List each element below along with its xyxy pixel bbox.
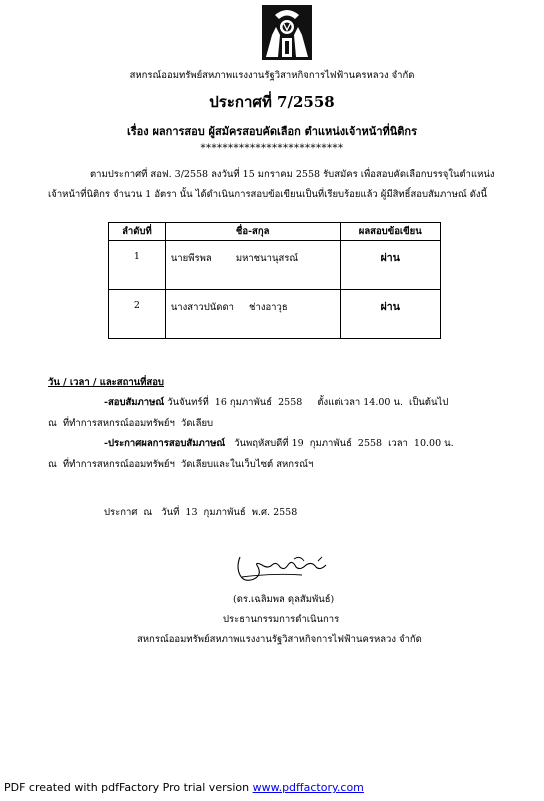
signer-name: (ดร.เฉลิมพล ดุลสัมพันธ์) xyxy=(233,594,335,605)
org-name-header: สหกรณ์ออมทรัพย์สหภาพแรงงานรัฐวิสาหกิจการไฟฟ้านครหลวง จำกัด xyxy=(129,70,415,81)
announce-result-place: ณ ที่ทำการสหกรณ์ออมทรัพย์ฯ วัดเลียบและในเว็บไซต์ สหกรณ์ฯ xyxy=(48,459,314,470)
header-order: ลำดับที่ xyxy=(109,223,166,241)
footer-link[interactable]: www.pdffactory.com xyxy=(252,781,364,794)
pdf-footer xyxy=(4,781,364,794)
intro-line-2: เจ้าหน้าที่นิติกร จำนวน 1 อัตรา นั้น ได้ดำเนินการสอบข้อเขียนเป็นที่เรียบร้อยแล้ว ผู้มีสิทธิ์สอบสัมภาษณ์ ดังนี้ xyxy=(48,189,488,200)
row-number: 1 xyxy=(109,241,166,290)
interview-place: ณ ที่ทำการสหกรณ์ออมทรัพย์ฯ วัดเลียบ xyxy=(48,418,214,429)
interview-line xyxy=(104,395,448,410)
table-row xyxy=(109,241,441,290)
results-table xyxy=(108,222,441,339)
row-name: นายพีรพล มหาชนานุสรณ์ xyxy=(165,241,340,290)
signature-image xyxy=(232,553,332,587)
table-header-row xyxy=(109,223,441,241)
table-row xyxy=(109,290,441,339)
signer-org: สหกรณ์ออมทรัพย์สหภาพแรงงานรัฐวิสาหกิจการไฟฟ้านครหลวง จำกัด xyxy=(137,634,422,645)
row-name: นางสาวปนัดดา ช่างอาวุธ xyxy=(165,290,340,339)
announce-result-text: วันพฤหัสบดีที่ 19 กุมภาพันธ์ 2558 เวลา 10.00 น. xyxy=(225,438,454,449)
header-name: ชื่อ-สกุล xyxy=(165,223,340,241)
announcement-subject: เรื่อง ผลการสอบ ผู้สมัครสอบคัดเลือก ตำแหน่งเจ้าหน้าที่นิติกร xyxy=(127,125,417,138)
announce-result-line xyxy=(104,436,454,451)
interview-label: -สอบสัมภาษณ์ xyxy=(104,397,165,408)
row-number: 2 xyxy=(109,290,166,339)
signer-position: ประธานกรรมการดำเนินการ xyxy=(223,614,340,625)
star-divider: ************************** xyxy=(200,143,344,154)
row-result: ผ่าน xyxy=(340,241,440,290)
intro-line-1: ตามประกาศที่ สอฟ. 3/2558 ลงวันที่ 15 มกราคม 2558 รับสมัคร เพื่อสอบคัดเลือกบรรจุในตำแหน่ง xyxy=(90,169,495,180)
announce-date: ประกาศ ณ วันที่ 13 กุมภาพันธ์ พ.ศ. 2558 xyxy=(104,507,298,518)
schedule-heading: วัน / เวลา / และสถานที่สอบ xyxy=(48,377,164,388)
footer-text: PDF created with pdfFactory Pro trial version xyxy=(4,781,253,794)
row-result: ผ่าน xyxy=(340,290,440,339)
cooperative-logo-icon xyxy=(262,5,312,60)
interview-text: วันจันทร์ที่ 16 กุมภาพันธ์ 2558 ตั้งแต่เวลา 14.00 น. เป็นต้นไป xyxy=(164,397,449,408)
announce-result-label: -ประกาศผลการสอบสัมภาษณ์ xyxy=(104,438,226,449)
announcement-title: ประกาศที่ 7/2558 xyxy=(209,93,335,111)
header-result: ผลสอบข้อเขียน xyxy=(340,223,440,241)
